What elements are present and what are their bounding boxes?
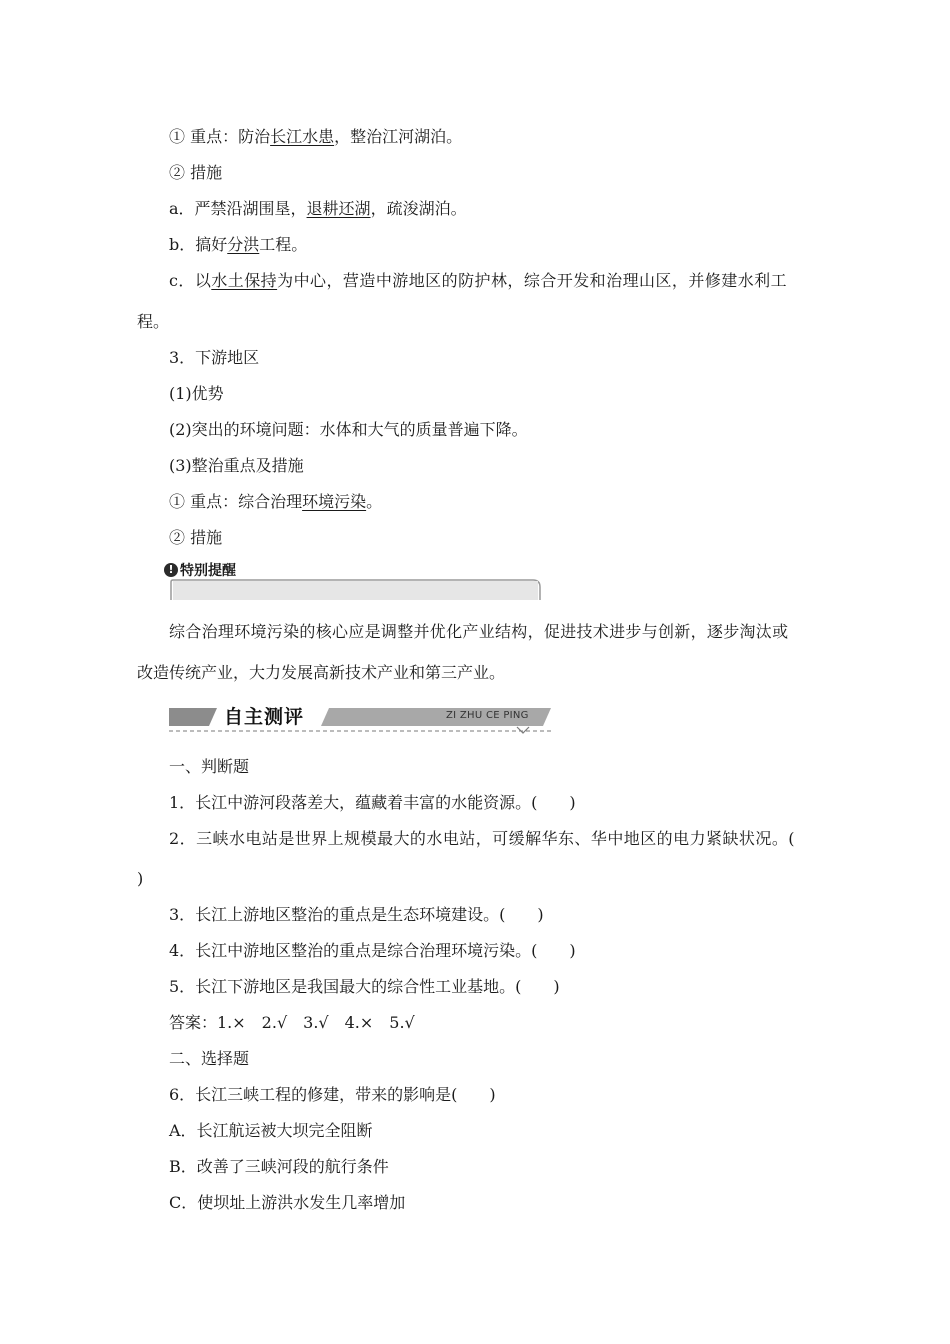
underlined-term: 分洪 <box>227 235 260 254</box>
text: ① 重点：防治 <box>169 127 271 146</box>
question-2-cont: ) <box>137 869 144 888</box>
downstream-problem: (2)突出的环境问题：水体和大气的质量普遍下降。 <box>169 420 528 439</box>
downstream-advantage: (1)优势 <box>169 384 224 403</box>
text: ，疏浚湖泊。 <box>370 199 467 218</box>
text: c．以 <box>169 271 212 290</box>
measure-c-cont: 程。 <box>137 312 170 331</box>
downstream-measures: ② 措施 <box>169 528 223 547</box>
tip-text-line1: 综合治理环境污染的核心应是调整并优化产业结构，促进技术进步与创新，逐步淘汰或 <box>169 622 789 641</box>
downstream-focus-line <box>169 492 382 512</box>
underlined-term: 环境污染 <box>302 492 367 511</box>
text: 工程。 <box>259 235 308 254</box>
mid-focus-line <box>169 127 462 147</box>
option-a: A．长江航运被大坝完全阻断 <box>169 1121 373 1140</box>
section-subtitle: ZI ZHU CE PING <box>446 710 529 721</box>
measure-a <box>169 199 467 219</box>
downstream-focus-heading: (3)整治重点及措施 <box>169 456 304 475</box>
question-1: 1．长江中游河段落差大，蕴藏着丰富的水能资源。( ) <box>169 793 576 812</box>
text: b．搞好 <box>169 235 228 254</box>
section-title: 自主测评 <box>224 706 305 728</box>
quiz-section-judgement: 一、判断题 <box>169 757 250 776</box>
question-4: 4．长江中游地区整治的重点是综合治理环境污染。( ) <box>169 941 576 960</box>
option-c: C．使坝址上游洪水发生几率增加 <box>169 1193 406 1212</box>
option-b: B．改善了三峡河段的航行条件 <box>169 1157 389 1176</box>
question-6: 6．长江三峡工程的修建，带来的影响是( ) <box>169 1085 496 1104</box>
exclamation-icon: ! <box>164 563 178 577</box>
underlined-term: 长江水患 <box>270 127 335 146</box>
quiz-section-choice: 二、选择题 <box>169 1049 250 1068</box>
underlined-term: 水土保持 <box>211 271 278 290</box>
question-3: 3．长江上游地区整治的重点是生态环境建设。( ) <box>169 905 544 924</box>
downstream-heading: 3．下游地区 <box>169 348 260 367</box>
measure-b <box>169 235 307 255</box>
question-2: 2．三峡水电站是世界上规模最大的水电站，可缓解华东、华中地区的电力紧缺状况。( <box>169 829 795 848</box>
text: ① 重点：综合治理 <box>169 492 303 511</box>
text: a．严禁沿湖围垦， <box>169 199 307 218</box>
measure-c <box>169 271 787 291</box>
question-5: 5．长江下游地区是我国最大的综合性工业基地。( ) <box>169 977 560 996</box>
answer-key: 答案：1.× 2.√ 3.√ 4.× 5.√ <box>169 1013 415 1032</box>
text: 。 <box>366 492 383 511</box>
text: 为中心，营造中游地区的防护林，综合开发和治理山区，并修建水利工 <box>277 271 788 290</box>
text: ，整治江河湖泊。 <box>334 127 463 146</box>
underlined-term: 退耕还湖 <box>306 199 371 218</box>
tip-title: 特别提醒 <box>180 563 236 579</box>
tip-text-line2: 改造传统产业，大力发展高新技术产业和第三产业。 <box>137 663 506 682</box>
mid-measures: ② 措施 <box>169 163 223 182</box>
